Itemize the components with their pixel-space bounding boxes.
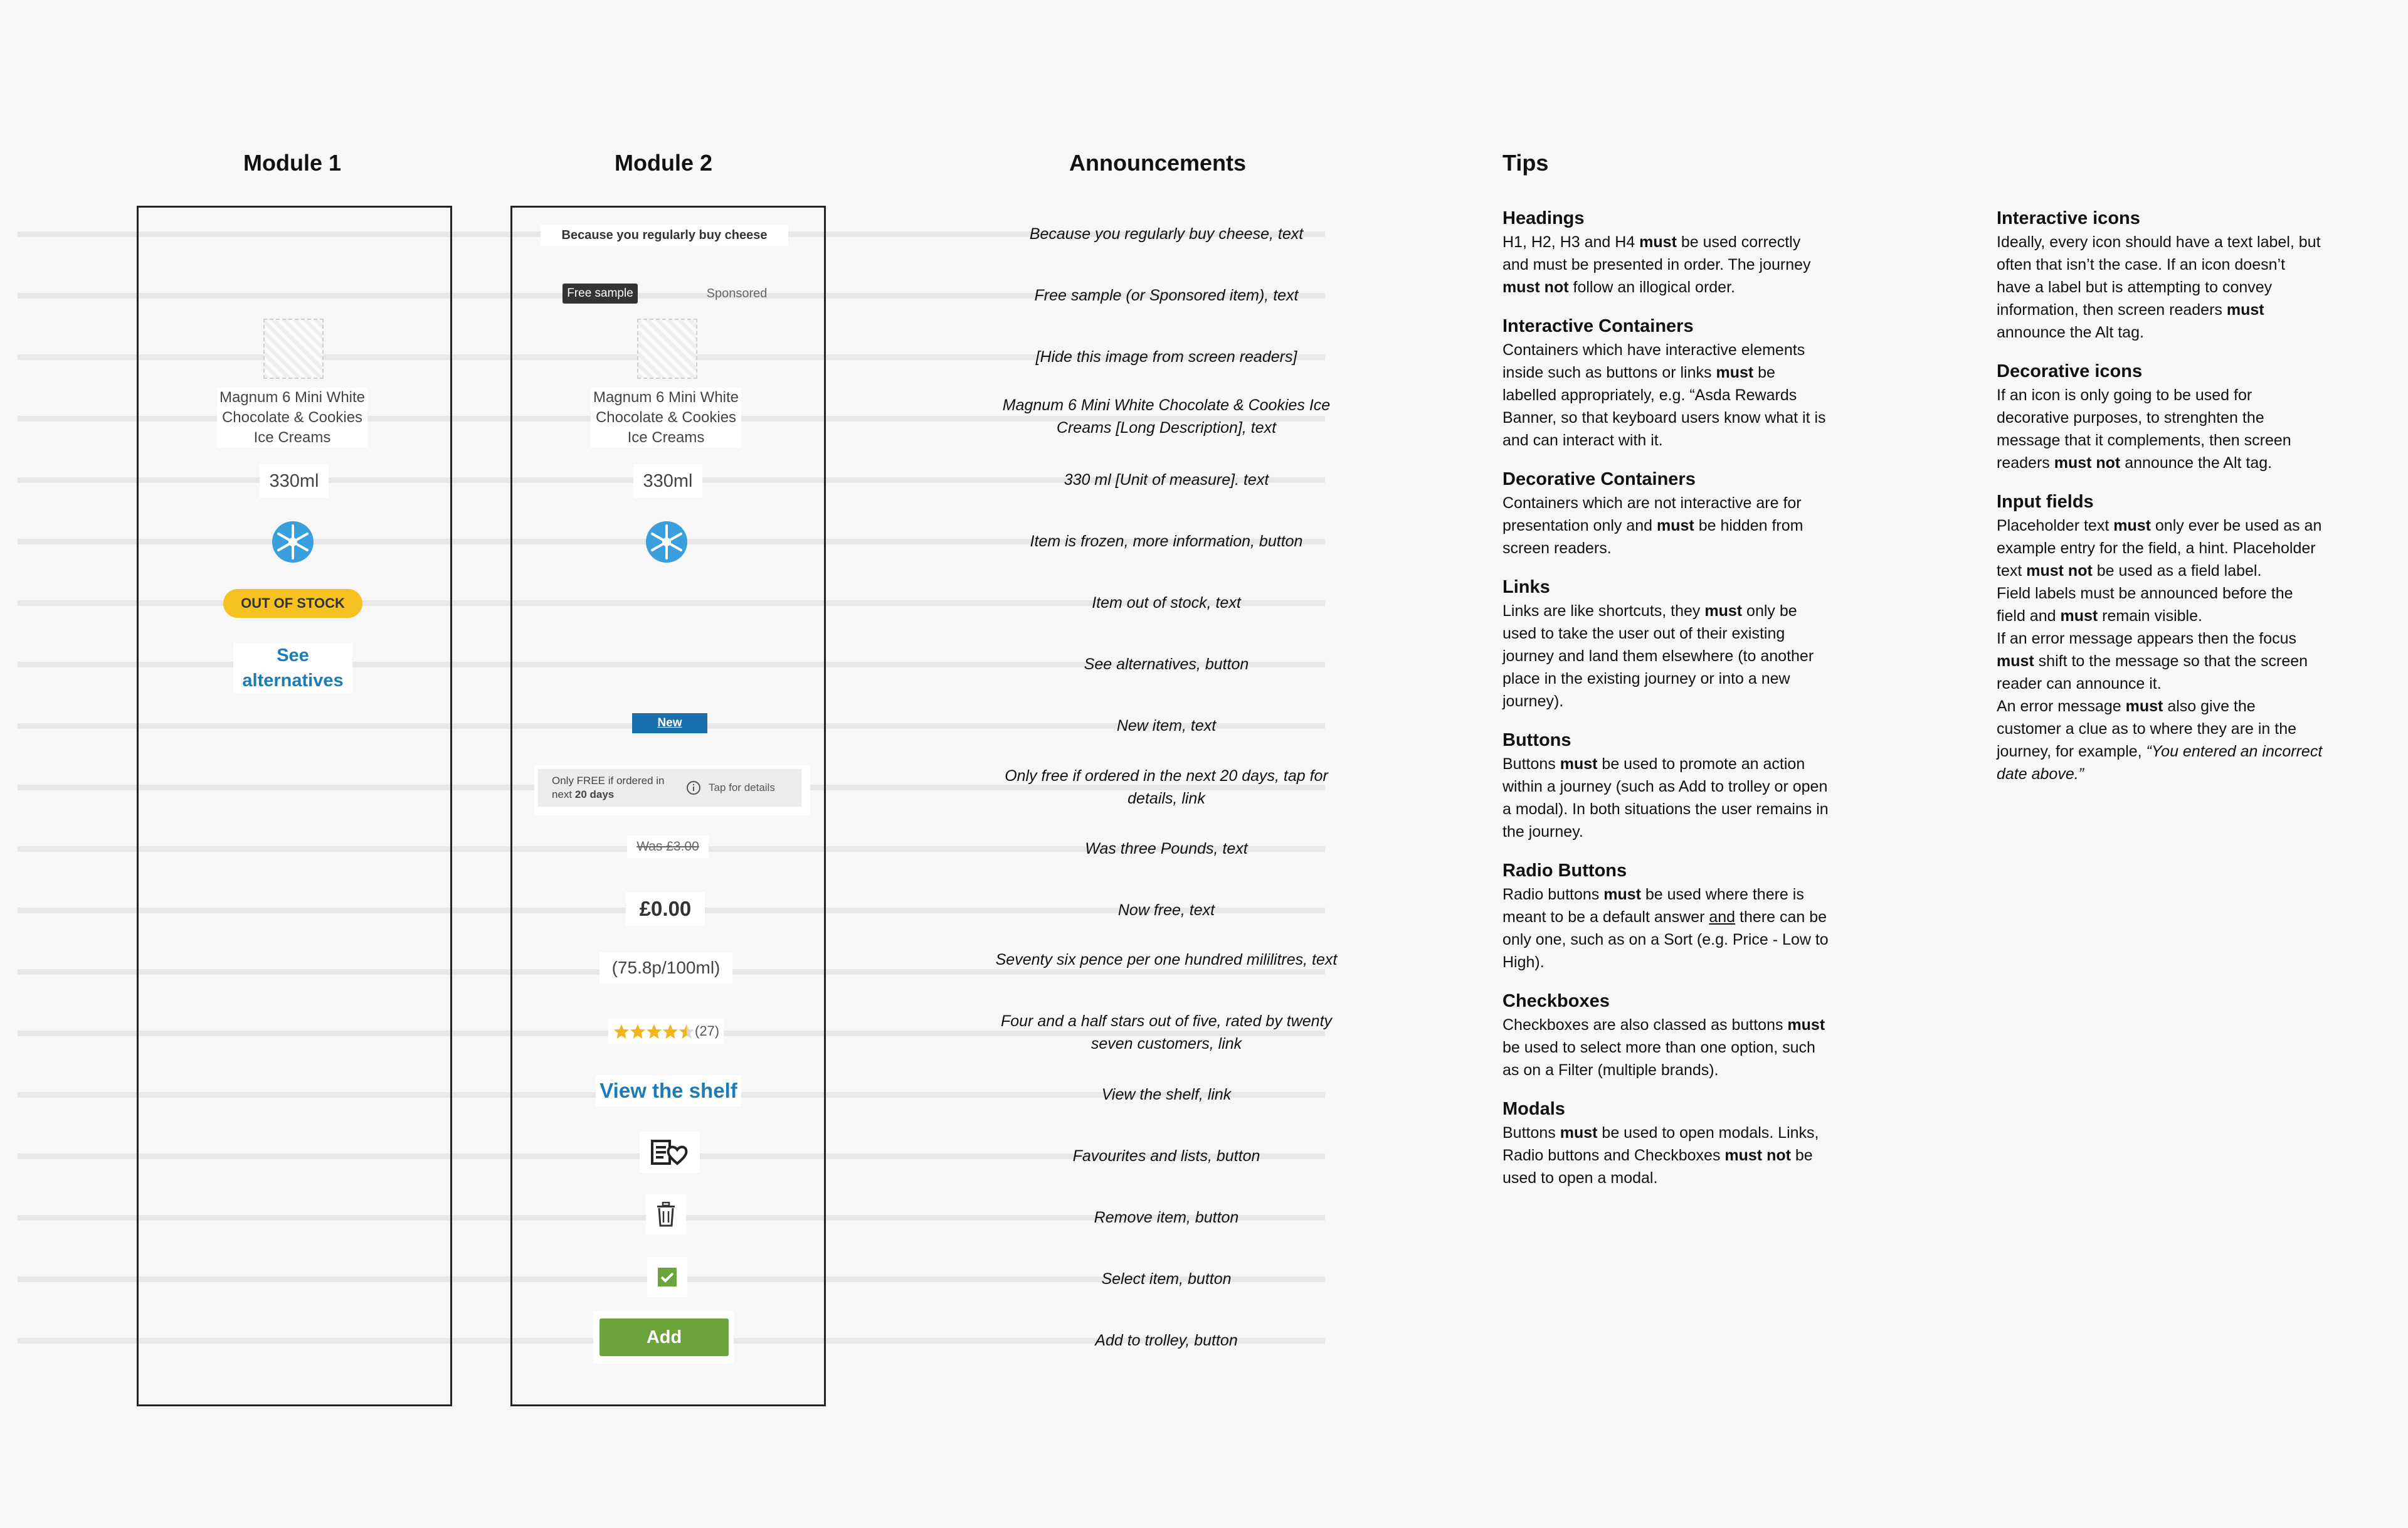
tip-headings — [1502, 206, 1829, 299]
announcement: Now free, text — [1117, 901, 1215, 919]
tip-title: Checkboxes — [1502, 991, 1610, 1011]
was-price: Was £3.00 — [627, 836, 709, 858]
tip-title: Links — [1502, 577, 1550, 597]
tip-body: Field labels must be announced before the field and must remain visible. — [1997, 585, 2293, 625]
new-badge: New — [632, 713, 707, 733]
tip-input-fields — [1997, 489, 2323, 785]
announcement: Free sample (or Sponsored item), text — [1034, 287, 1299, 304]
favourites-lists-button[interactable] — [640, 1132, 700, 1173]
announcement: 330 ml [Unit of measure]. text — [1064, 471, 1269, 489]
announcement: Select item, button — [1101, 1270, 1232, 1288]
star-icon — [663, 1024, 678, 1039]
view-shelf-link[interactable]: View the shelf — [596, 1075, 741, 1106]
announcement: Favourites and lists, button — [1072, 1147, 1260, 1165]
star-icon — [614, 1024, 629, 1039]
tip-body: Placeholder text must only ever be used as an example entry for the field, a hint. Placeholder text must not be used as a field label. — [1997, 517, 2322, 580]
module2-product-name: Magnum 6 Mini White Chocolate & Cookies Ice Creams — [591, 388, 741, 448]
tip-title: Headings — [1502, 208, 1585, 228]
announcements-heading: Announcements — [1069, 150, 1247, 176]
snowflake-icon[interactable] — [270, 519, 315, 565]
module1-card — [137, 206, 452, 1406]
tip-body: H1, H2, H3 and H4 must be used correctly and must be presented in order. The journey must not follow an illogical order. — [1502, 233, 1811, 296]
tip-title: Radio Buttons — [1502, 861, 1627, 881]
remove-item-button[interactable] — [646, 1194, 686, 1234]
announcement: Add to trolley, button — [1095, 1332, 1238, 1349]
tip-title: Input fields — [1997, 492, 2094, 512]
recommendation-banner: Because you regularly buy cheese — [541, 225, 788, 246]
announcement: Item is frozen, more information, button — [1030, 533, 1303, 550]
announcement: Remove item, button — [1094, 1209, 1239, 1226]
info-icon — [686, 780, 701, 795]
rating-count: (27) — [695, 1023, 720, 1039]
tip-modals — [1502, 1096, 1829, 1189]
tip-body: An error message must also give the customer a clue as to where they are in the journey, for example, “You entered an incorrect date above.” — [1997, 698, 2323, 783]
tip-title: Interactive icons — [1997, 208, 2140, 228]
tip-interactive-containers — [1502, 314, 1829, 452]
tip-title: Interactive Containers — [1502, 316, 1694, 336]
tap-for-details-link[interactable]: Tap for details — [709, 782, 775, 793]
announcement: View the shelf, link — [1101, 1086, 1232, 1103]
star-icon — [630, 1024, 645, 1039]
tip-body: Buttons must be used to open modals. Links, Radio buttons and Checkboxes must not be used to open a modal. — [1502, 1124, 1819, 1187]
list-heart-icon — [651, 1138, 689, 1166]
product-image — [263, 319, 324, 379]
product-image — [637, 319, 697, 379]
add-to-trolley-button[interactable]: Add — [599, 1318, 729, 1356]
announcement: Was three Pounds, text — [1085, 840, 1248, 857]
star-rating — [613, 1024, 695, 1040]
sponsored-label: Sponsored — [706, 287, 768, 300]
tip-decorative-containers — [1502, 467, 1829, 560]
announcement: New item, text — [1116, 717, 1217, 735]
tip-body: Links are like shortcuts, they must only be used to take the user out of their existing journey and land them elsewhere (to another place in the existing journey or into a new journey). — [1502, 602, 1814, 710]
tip-checkboxes — [1502, 989, 1829, 1081]
announcement: Seventy six pence per one hundred mililitres, text — [995, 951, 1338, 968]
announcement: Magnum 6 Mini White Chocolate & Cookies Ice Creams [Long Description], text — [1002, 396, 1331, 437]
current-price: £0.00 — [626, 892, 705, 926]
tip-title: Modals — [1502, 1099, 1565, 1119]
star-half-icon — [679, 1024, 694, 1039]
announcement: Because you regularly buy cheese, text — [1029, 225, 1304, 243]
module1-heading: Module 1 — [243, 150, 342, 176]
tip-body: Radio buttons must be used where there is meant to be a default answer and there can be only one, such as on a Sort (e.g. Price - Low to High). — [1502, 886, 1829, 971]
tips-heading: Tips — [1502, 150, 1549, 176]
rating-link[interactable] — [608, 1019, 724, 1044]
tip-body: Buttons must be used to promote an action within a journey (such as Add to trolley or open a modal). In both situations the user remains in the journey. — [1502, 755, 1829, 841]
module2-heading: Module 2 — [615, 150, 713, 176]
announcement: Only free if ordered in the next 20 days, tap for details, link — [1005, 767, 1328, 807]
tip-title: Decorative Containers — [1502, 469, 1696, 489]
see-alternatives-button[interactable]: See alternatives — [233, 643, 352, 693]
unit-price: (75.8p/100ml) — [599, 952, 732, 984]
free-sample-badge: Free sample — [562, 284, 638, 304]
module2-size: 330ml — [633, 464, 702, 498]
tip-body: Containers which are not interactive are for presentation only and must be hidden from screen readers. — [1502, 494, 1803, 557]
announcement: See alternatives, button — [1084, 655, 1249, 673]
tip-title: Decorative icons — [1997, 361, 2143, 381]
select-item-checkbox[interactable] — [647, 1257, 687, 1297]
module1-size: 330ml — [260, 464, 329, 498]
tip-title: Buttons — [1502, 730, 1571, 750]
tip-body: Containers which have interactive elements inside such as buttons or links must be labelled appropriately, e.g. “Asda Rewards Banner, so that keyboard users know what it is and can interact with it. — [1502, 341, 1826, 449]
tip-body: Checkboxes are also classed as buttons must be used to select more than one option, such as on a Filter (multiple brands). — [1502, 1016, 1825, 1079]
tips-column-right — [1997, 206, 2323, 800]
star-icon — [647, 1024, 662, 1039]
tip-body: Ideally, every icon should have a text label, but often that isn’t the case. If an icon doesn’t have a label but is attempting to convey information, then screen readers must announce the Alt tag. — [1997, 233, 2321, 341]
announcement: [Hide this image from screen readers] — [1035, 348, 1297, 366]
snowflake-icon[interactable] — [644, 519, 689, 565]
trash-icon — [656, 1202, 676, 1227]
announcement: Item out of stock, text — [1092, 594, 1241, 612]
announcement: Four and a half stars out of five, rated by twenty seven customers, link — [1000, 1012, 1333, 1053]
out-of-stock-badge: OUT OF STOCK — [223, 589, 362, 618]
offer-text: Only FREE if ordered in next 20 days — [552, 775, 665, 800]
tips-column-left — [1502, 206, 1829, 1204]
module1-product-name: Magnum 6 Mini White Chocolate & Cookies Ice Creams — [217, 388, 367, 448]
tip-buttons — [1502, 728, 1829, 843]
tip-interactive-icons — [1997, 206, 2323, 344]
tip-radio-buttons — [1502, 858, 1829, 974]
tip-body: If an icon is only going to be used for decorative purposes, to strenghten the message that it complements, then screen readers must not announce the Alt tag. — [1997, 386, 2291, 472]
offer-box[interactable] — [534, 765, 810, 815]
add-to-trolley-wrap — [593, 1311, 734, 1364]
tip-links — [1502, 575, 1829, 713]
checkbox-checked-icon — [657, 1267, 677, 1287]
tip-decorative-icons — [1997, 359, 2323, 474]
tip-body: If an error message appears then the focus must shift to the message so that the screen reader can announce it. — [1997, 630, 2308, 692]
